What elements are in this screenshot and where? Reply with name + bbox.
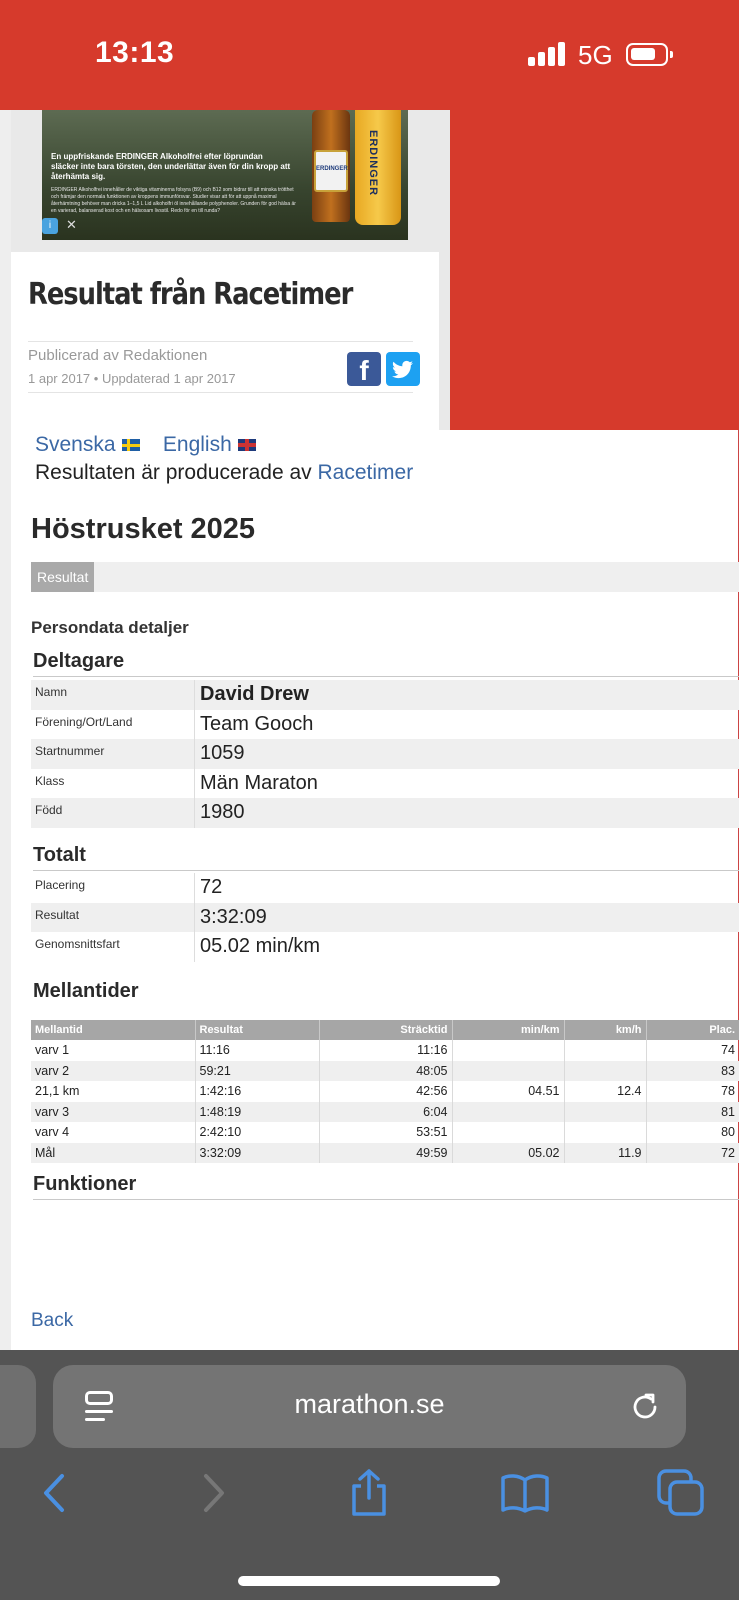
- previous-tab-preview[interactable]: [0, 1365, 36, 1448]
- col-header: min/km: [452, 1020, 564, 1040]
- row-label: Förening/Ort/Land: [35, 714, 133, 729]
- table-row: [31, 1081, 739, 1102]
- row-value: Team Gooch: [200, 712, 314, 735]
- left-gutter: [0, 110, 11, 1350]
- persondata-heading: Persondata detaljer: [31, 618, 189, 637]
- mute-icon[interactable]: ✕: [66, 217, 77, 232]
- uk-flag-icon: [238, 439, 256, 451]
- splits-heading: Mellantider: [33, 980, 139, 1002]
- table-row: [31, 1122, 739, 1143]
- total-table: [31, 873, 739, 962]
- back-link[interactable]: Back: [31, 1310, 74, 1331]
- cell: 11.9: [564, 1143, 646, 1164]
- table-row: [31, 1061, 739, 1082]
- cell: [564, 1040, 646, 1061]
- divider: [33, 676, 739, 677]
- col-header: Plac.: [646, 1020, 739, 1040]
- row-label: Klass: [35, 773, 65, 788]
- cell: [564, 1102, 646, 1123]
- ad-brand: ERDINGER: [367, 130, 379, 197]
- cell: 74: [721, 1043, 735, 1058]
- cell: 49:59: [319, 1143, 452, 1164]
- forward-arrow-icon[interactable]: [188, 1468, 238, 1518]
- cell: varv 4: [31, 1122, 195, 1143]
- cell: varv 2: [31, 1061, 195, 1082]
- row-label: Genomsnittsfart: [35, 937, 120, 951]
- home-indicator[interactable]: [238, 1576, 500, 1586]
- cell: 78: [721, 1084, 735, 1099]
- total-heading: Totalt: [33, 844, 86, 866]
- cell: 1:42:16: [195, 1081, 319, 1102]
- table-row: [31, 932, 739, 962]
- article-title: Resultat från Racetimer: [28, 277, 353, 312]
- divider: [28, 392, 413, 393]
- participant-heading: Deltagare: [33, 650, 125, 672]
- cell: [452, 1102, 564, 1123]
- producer-note: [35, 461, 413, 485]
- cell: varv 1: [31, 1040, 195, 1061]
- language-switcher: [35, 433, 256, 457]
- row-value: 1980: [200, 801, 245, 823]
- table-row: [31, 873, 739, 903]
- twitter-share-icon[interactable]: [386, 352, 420, 386]
- cell: 42:56: [319, 1081, 452, 1102]
- cell: 1:48:19: [195, 1102, 319, 1123]
- tab-resultat[interactable]: Resultat: [31, 562, 94, 592]
- row-value: Män Maraton: [200, 771, 318, 794]
- web-page: [0, 110, 739, 1350]
- beer-bottle-image: [312, 110, 350, 222]
- status-time: 13:13: [95, 36, 175, 69]
- col-header: Sträcktid: [319, 1020, 452, 1040]
- row-value: 05.02 min/km: [200, 935, 321, 957]
- producer-prefix: Resultaten är producerade av: [35, 461, 312, 484]
- splits-table: [31, 1020, 739, 1163]
- cellular-signal-icon: [528, 42, 568, 66]
- ad-info-icon[interactable]: i: [42, 218, 58, 234]
- col-header: Mellantid: [31, 1020, 195, 1040]
- network-type: 5G: [578, 40, 613, 70]
- status-bar: [0, 0, 739, 110]
- beer-glass-image: [355, 110, 401, 225]
- cell: 2:42:10: [195, 1122, 319, 1143]
- cell: varv 3: [31, 1102, 195, 1123]
- cell: [452, 1122, 564, 1143]
- divider: [28, 341, 413, 342]
- row-value: 1059: [200, 742, 245, 764]
- cell: 11:16: [319, 1040, 452, 1061]
- col-header: Resultat: [195, 1020, 319, 1040]
- row-label: Startnummer: [35, 744, 105, 758]
- row-value: 72: [200, 876, 223, 898]
- article-header: [11, 252, 439, 430]
- cell: [564, 1122, 646, 1143]
- cell: 04.51: [452, 1081, 564, 1102]
- table-row: [31, 1143, 739, 1164]
- cell: 81: [646, 1102, 739, 1123]
- cell: 11:16: [195, 1040, 319, 1061]
- bottle-label: ERDINGER: [314, 150, 348, 192]
- divider: [33, 870, 739, 871]
- table-row: [31, 680, 739, 710]
- row-label: Placering: [35, 878, 86, 892]
- participant-table: [31, 680, 739, 828]
- cell: 48:05: [319, 1061, 452, 1082]
- bookmarks-icon[interactable]: [500, 1468, 550, 1518]
- cell: 80: [721, 1125, 735, 1140]
- reload-icon[interactable]: [629, 1391, 661, 1423]
- cell: 53:51: [319, 1122, 452, 1143]
- functions-heading: Funktioner: [33, 1173, 137, 1195]
- race-title: Höstrusket 2025: [31, 513, 256, 545]
- table-row: [31, 798, 739, 828]
- url-text[interactable]: marathon.se: [294, 1389, 445, 1419]
- cell: [452, 1040, 564, 1061]
- battery-icon: [626, 43, 668, 66]
- table-row: [31, 739, 739, 769]
- published-by: Publicerad av Redaktionen: [28, 347, 208, 364]
- cell: [564, 1061, 646, 1082]
- divider: [33, 1199, 739, 1200]
- browser-toolbar: [0, 1350, 739, 1600]
- table-row: [31, 769, 739, 799]
- lang-english-link[interactable]: English: [162, 433, 232, 456]
- tab-bar: [31, 562, 739, 592]
- advertisement-banner[interactable]: [42, 110, 408, 240]
- share-icon[interactable]: [344, 1468, 394, 1518]
- row-label: Resultat: [35, 907, 80, 922]
- facebook-share-icon[interactable]: f: [347, 352, 381, 386]
- cell: 6:04: [319, 1102, 452, 1123]
- address-bar[interactable]: [53, 1365, 686, 1448]
- cell: 72: [646, 1143, 739, 1164]
- cell: 12.4: [564, 1081, 646, 1102]
- participant-name: David Drew: [200, 683, 309, 705]
- row-label: Namn: [35, 685, 68, 699]
- cell: 21,1 km: [31, 1081, 195, 1102]
- cell: 05.02: [452, 1143, 564, 1164]
- cell: 59:21: [195, 1061, 319, 1082]
- table-row: [31, 903, 739, 933]
- ad-headline: En uppfriskande ERDINGER Alkoholfrei efter löprundan släcker inte bara törsten, den underlättar även för din kropp att återhämta sig.: [51, 152, 291, 181]
- cell: 3:32:09: [195, 1143, 319, 1164]
- racetimer-link[interactable]: Racetimer: [317, 461, 414, 484]
- cell: 83: [646, 1061, 739, 1082]
- results-content: [11, 430, 739, 1350]
- ad-body: ERDINGER Alkoholfrei innehåller de viktiga vitaminerna folsyra (B9) och B12 som bidrar till att minska trötthet och främjar den normala funktionen av kroppens immunförsvar. Studier visar att för att uppnå maximal återhämtning behöver man dricka 1–1,5 L Lid alkoholfri öl innehållande polyphenoler. Grunden för god hälsa är en varierad, balanserad kost och en hälsosam livsstil. Redo för en till runda?: [51, 187, 296, 214]
- table-row: [31, 1102, 739, 1123]
- table-row: [31, 710, 739, 740]
- row-value: 3:32:09: [200, 905, 267, 928]
- lang-svenska-link[interactable]: Svenska: [35, 433, 116, 456]
- cell: [452, 1061, 564, 1082]
- table-row: [31, 1040, 739, 1061]
- cell: Mål: [31, 1143, 195, 1164]
- col-header: km/h: [564, 1020, 646, 1040]
- swedish-flag-icon: [122, 439, 140, 451]
- publish-dates: 1 apr 2017 • Uppdaterad 1 apr 2017: [28, 371, 236, 386]
- tabs-icon[interactable]: [656, 1468, 706, 1518]
- row-label: Född: [35, 803, 63, 817]
- back-arrow-icon[interactable]: [30, 1468, 80, 1518]
